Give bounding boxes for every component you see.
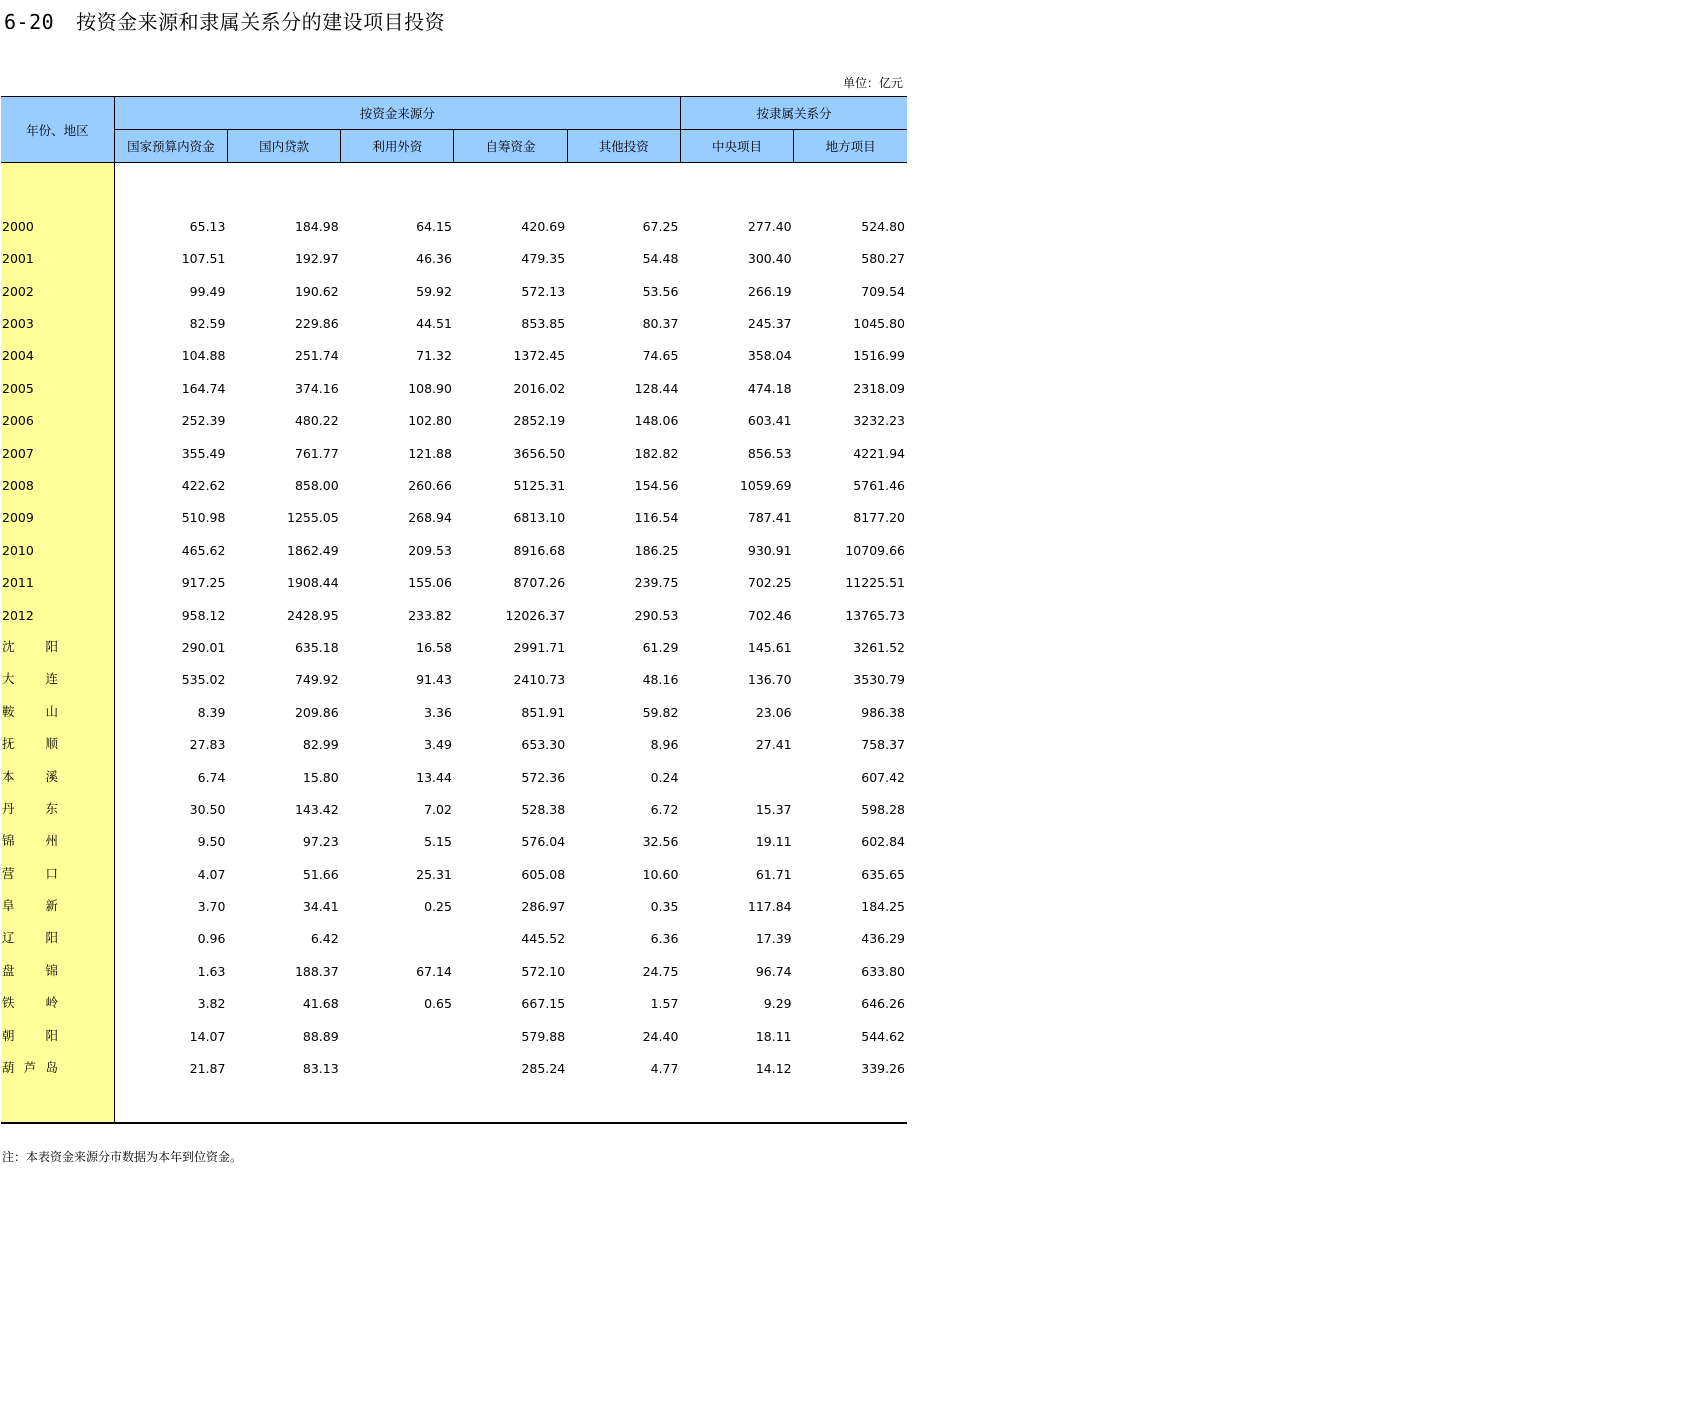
value-cell: 2991.71	[513, 639, 566, 655]
value-cell: 535.02	[181, 672, 226, 688]
value-cell: 188.37	[294, 963, 339, 979]
group-header-affiliation: 按隶属关系分	[680, 97, 907, 130]
row-label-text: 沈阳	[2, 638, 58, 654]
value-cell: 6.42	[310, 931, 339, 947]
value-cell: 145.61	[747, 639, 792, 655]
table-row	[1, 304, 907, 336]
label-cell	[1, 163, 114, 207]
empty-cell	[227, 1081, 340, 1123]
row-label	[1, 692, 114, 724]
value-cell: 858.00	[294, 478, 339, 494]
row-label	[1, 951, 114, 983]
column-header: 地方项目	[794, 130, 907, 163]
table-row	[1, 790, 907, 822]
value-cell: 6.72	[650, 801, 679, 817]
value-cell: 851.91	[521, 704, 566, 720]
column-header: 其他投资	[567, 130, 680, 163]
value-cell: 5125.31	[513, 478, 566, 494]
table-row	[1, 530, 907, 562]
row-label-text: 营口	[2, 865, 58, 881]
value-cell: 0.24	[650, 769, 679, 785]
value-cell: 96.74	[755, 963, 792, 979]
value-cell: 82.59	[189, 316, 226, 332]
table-row	[1, 660, 907, 692]
row-label	[1, 887, 114, 919]
value-cell: 192.97	[294, 251, 339, 267]
value-cell: 420.69	[521, 218, 566, 234]
row-label-text: 朝阳	[2, 1027, 58, 1043]
column-header: 利用外资	[341, 130, 454, 163]
footnote: 注：本表资金来源分市数据为本年到位资金。	[2, 1150, 243, 1164]
row-label-text: 葫芦岛	[2, 1060, 58, 1076]
row-header: 年份、地区	[1, 97, 114, 163]
value-cell: 148.06	[634, 413, 679, 429]
value-cell: 99.49	[189, 283, 226, 299]
row-label-text: 2007	[2, 445, 34, 461]
value-cell: 2428.95	[287, 607, 339, 623]
value-cell: 128.44	[634, 380, 679, 396]
table-row	[1, 498, 907, 530]
value-cell: 59.92	[416, 283, 452, 299]
value-cell: 67.25	[642, 218, 679, 234]
table-row	[1, 757, 907, 789]
value-cell: 285.24	[521, 1061, 566, 1077]
value-cell: 190.62	[294, 283, 339, 299]
value-cell: 104.88	[181, 348, 226, 364]
value-cell: 510.98	[181, 510, 226, 526]
value-cell: 266.19	[747, 283, 792, 299]
value-cell: 2016.02	[513, 380, 566, 396]
value-cell: 3656.50	[513, 445, 566, 461]
value-cell: 252.39	[181, 413, 226, 429]
table-row	[1, 854, 907, 886]
value-cell: 3.36	[424, 704, 452, 720]
value-cell: 61.71	[755, 866, 792, 882]
value-cell: 605.08	[521, 866, 566, 882]
value-cell: 164.74	[181, 380, 226, 396]
row-label	[1, 984, 114, 1016]
value-cell: 0.96	[197, 931, 226, 947]
empty-cell	[341, 1081, 454, 1123]
value-cell: 436.29	[861, 931, 905, 947]
value-cell: 41.68	[302, 996, 339, 1012]
table-row	[1, 887, 907, 919]
value-cell: 27.41	[755, 737, 792, 753]
value-cell: 34.41	[302, 899, 339, 915]
value-cell: 1059.69	[739, 478, 792, 494]
row-label-text: 铁岭	[2, 995, 58, 1011]
value-cell: 12026.37	[505, 607, 566, 623]
value-cell: 245.37	[747, 316, 792, 332]
value-cell: 2852.19	[513, 413, 566, 429]
value-cell: 579.88	[521, 1028, 566, 1044]
empty-cell	[680, 1081, 793, 1123]
data-sheet	[1, 96, 907, 1124]
value-cell: 8916.68	[513, 542, 566, 558]
spacer-row	[1, 163, 907, 207]
value-cell: 576.04	[521, 834, 566, 850]
value-cell: 524.80	[861, 218, 905, 234]
value-cell: 10.60	[642, 866, 679, 882]
column-header: 国家预算内资金	[114, 130, 227, 163]
row-label-text: 2012	[2, 607, 34, 623]
row-label-text: 2003	[2, 316, 34, 332]
row-label	[1, 1016, 114, 1048]
value-cell: 1255.05	[287, 510, 339, 526]
value-cell: 602.84	[861, 834, 905, 850]
value-cell: 17.39	[755, 931, 792, 947]
value-cell: 91.43	[416, 672, 452, 688]
row-label	[1, 822, 114, 854]
value-cell: 209.86	[294, 704, 339, 720]
value-cell: 853.85	[521, 316, 566, 332]
table-row	[1, 628, 907, 660]
value-cell: 572.36	[521, 769, 566, 785]
value-cell: 474.18	[747, 380, 792, 396]
value-cell: 290.53	[634, 607, 679, 623]
value-cell: 572.10	[521, 963, 566, 979]
value-cell: 229.86	[294, 316, 339, 332]
value-cell: 1862.49	[287, 542, 339, 558]
value-cell	[341, 919, 454, 951]
value-cell: 51.66	[302, 866, 339, 882]
value-cell: 5761.46	[853, 478, 905, 494]
value-cell: 6813.10	[513, 510, 566, 526]
row-label-text: 2009	[2, 510, 34, 526]
value-cell: 1372.45	[513, 348, 566, 364]
value-cell: 339.26	[861, 1061, 905, 1077]
row-label-text: 2008	[2, 478, 34, 494]
value-cell: 667.15	[521, 996, 566, 1012]
row-label	[1, 466, 114, 498]
empty-cell	[454, 1081, 567, 1123]
row-label-text: 2011	[2, 575, 34, 591]
value-cell: 121.88	[408, 445, 452, 461]
value-cell: 233.82	[408, 607, 452, 623]
row-label-text: 2000	[2, 218, 34, 234]
value-cell: 856.53	[747, 445, 792, 461]
row-label-text: 2005	[2, 380, 34, 396]
row-label	[1, 725, 114, 757]
row-label	[1, 336, 114, 368]
row-label	[1, 854, 114, 886]
value-cell: 787.41	[747, 510, 792, 526]
table-row	[1, 692, 907, 724]
row-label	[1, 368, 114, 400]
value-cell: 8707.26	[513, 575, 566, 591]
value-cell: 0.25	[424, 899, 452, 915]
value-cell: 0.35	[650, 899, 679, 915]
value-cell: 544.62	[861, 1028, 905, 1044]
row-label-text: 抚顺	[2, 736, 58, 752]
value-cell: 16.58	[416, 639, 452, 655]
row-label-text: 本溪	[2, 768, 58, 784]
row-label-text: 辽阳	[2, 930, 58, 946]
page-title	[4, 6, 445, 35]
value-cell: 88.89	[302, 1028, 339, 1044]
value-cell: 3261.52	[853, 639, 905, 655]
value-cell: 82.99	[302, 737, 339, 753]
value-cell: 11225.51	[845, 575, 905, 591]
table-title: 按资金来源和隶属关系分的建设项目投资	[76, 10, 446, 34]
value-cell: 44.51	[416, 316, 452, 332]
table-row	[1, 1016, 907, 1048]
row-label	[1, 271, 114, 303]
value-cell: 633.80	[861, 963, 905, 979]
value-cell: 18.11	[755, 1028, 792, 1044]
value-cell: 25.31	[416, 866, 452, 882]
value-cell: 13.44	[416, 769, 452, 785]
value-cell: 3.70	[197, 899, 226, 915]
row-label-text: 锦州	[2, 833, 58, 849]
value-cell: 4221.94	[853, 445, 905, 461]
value-cell: 65.13	[189, 218, 226, 234]
row-label-text: 丹东	[2, 800, 58, 816]
value-cell: 6.74	[197, 769, 226, 785]
row-label-text: 2006	[2, 413, 34, 429]
label-cell	[1, 1081, 114, 1123]
value-cell: 286.97	[521, 899, 566, 915]
value-cell: 2410.73	[513, 672, 566, 688]
row-label-text: 2010	[2, 542, 34, 558]
value-cell: 74.65	[642, 348, 679, 364]
value-cell: 260.66	[408, 478, 452, 494]
value-cell: 8.96	[650, 737, 679, 753]
value-cell: 4.77	[650, 1061, 679, 1077]
value-cell: 300.40	[747, 251, 792, 267]
value-cell: 646.26	[861, 996, 905, 1012]
table-row	[1, 271, 907, 303]
value-cell: 3232.23	[853, 413, 905, 429]
row-label	[1, 239, 114, 271]
table-row	[1, 401, 907, 433]
row-label-text: 鞍山	[2, 703, 58, 719]
value-cell: 374.16	[294, 380, 339, 396]
value-cell: 186.25	[634, 542, 679, 558]
value-cell: 572.13	[521, 283, 566, 299]
value-cell: 3.49	[424, 737, 452, 753]
value-cell: 13765.73	[845, 607, 905, 623]
value-cell: 155.06	[408, 575, 452, 591]
value-cell: 83.13	[302, 1061, 339, 1077]
empty-cell	[567, 1081, 680, 1123]
value-cell: 59.82	[642, 704, 679, 720]
table-row	[1, 207, 907, 239]
value-cell: 3530.79	[853, 672, 905, 688]
value-cell: 116.54	[634, 510, 679, 526]
value-cell: 702.25	[747, 575, 792, 591]
value-cell: 1045.80	[853, 316, 905, 332]
value-cell: 67.14	[416, 963, 452, 979]
value-cell: 1908.44	[287, 575, 339, 591]
value-cell: 23.06	[755, 704, 792, 720]
value-cell: 21.87	[189, 1061, 226, 1077]
table-row	[1, 368, 907, 400]
value-cell: 14.12	[755, 1061, 792, 1077]
column-header: 国内贷款	[227, 130, 340, 163]
value-cell: 598.28	[861, 801, 905, 817]
value-cell: 0.65	[424, 996, 452, 1012]
table-row	[1, 984, 907, 1016]
spacer-row	[1, 1081, 907, 1123]
value-cell: 30.50	[189, 801, 226, 817]
row-label	[1, 563, 114, 595]
value-cell: 761.77	[294, 445, 339, 461]
value-cell: 154.56	[634, 478, 679, 494]
value-cell: 184.25	[861, 899, 905, 915]
value-cell: 8.39	[197, 704, 226, 720]
value-cell: 422.62	[181, 478, 226, 494]
row-label-text: 2004	[2, 348, 34, 364]
row-label	[1, 595, 114, 627]
row-label-text: 2001	[2, 251, 34, 267]
value-cell: 54.48	[642, 251, 679, 267]
value-cell: 607.42	[861, 769, 905, 785]
value-cell: 251.74	[294, 348, 339, 364]
value-cell: 61.29	[642, 639, 679, 655]
value-cell: 143.42	[294, 801, 339, 817]
row-label-text: 大连	[2, 671, 58, 687]
table-code: 6-20	[4, 10, 55, 34]
value-cell: 1.63	[197, 963, 226, 979]
value-cell: 1516.99	[853, 348, 905, 364]
row-label	[1, 1049, 114, 1081]
value-cell	[341, 1049, 454, 1081]
row-label	[1, 304, 114, 336]
value-cell: 239.75	[634, 575, 679, 591]
empty-cell	[114, 1081, 227, 1123]
value-cell: 480.22	[294, 413, 339, 429]
value-cell: 184.98	[294, 218, 339, 234]
value-cell: 917.25	[181, 575, 226, 591]
value-cell: 9.50	[197, 834, 226, 850]
value-cell: 528.38	[521, 801, 566, 817]
value-cell: 758.37	[861, 737, 905, 753]
row-label	[1, 498, 114, 530]
value-cell: 32.56	[642, 834, 679, 850]
value-cell: 930.91	[747, 542, 792, 558]
value-cell: 107.51	[181, 251, 226, 267]
value-cell: 209.53	[408, 542, 452, 558]
table-row	[1, 919, 907, 951]
value-cell: 136.70	[747, 672, 792, 688]
value-cell: 14.07	[189, 1028, 226, 1044]
group-header-funding-source: 按资金来源分	[114, 97, 680, 130]
value-cell: 635.65	[861, 866, 905, 882]
value-cell: 64.15	[416, 218, 452, 234]
value-cell: 479.35	[521, 251, 566, 267]
value-cell: 182.82	[634, 445, 679, 461]
value-cell: 24.75	[642, 963, 679, 979]
value-cell: 15.37	[755, 801, 792, 817]
value-cell: 7.02	[424, 801, 452, 817]
unit-label: 单位：亿元	[842, 76, 903, 90]
value-cell: 958.12	[181, 607, 226, 623]
row-label-text: 盘锦	[2, 962, 58, 978]
value-cell: 117.84	[747, 899, 792, 915]
value-cell: 2318.09	[853, 380, 905, 396]
value-cell: 108.90	[408, 380, 452, 396]
value-cell: 986.38	[861, 704, 905, 720]
table-row	[1, 466, 907, 498]
value-cell: 8177.20	[853, 510, 905, 526]
value-cell: 709.54	[861, 283, 905, 299]
data-table	[1, 96, 907, 1124]
row-label	[1, 919, 114, 951]
value-cell: 71.32	[416, 348, 452, 364]
value-cell: 6.36	[650, 931, 679, 947]
row-label	[1, 790, 114, 822]
table-row	[1, 563, 907, 595]
value-cell: 268.94	[408, 510, 452, 526]
table-row	[1, 239, 907, 271]
row-label-text: 2002	[2, 283, 34, 299]
row-label	[1, 433, 114, 465]
value-cell: 702.46	[747, 607, 792, 623]
value-cell: 290.01	[181, 639, 226, 655]
value-cell: 97.23	[302, 834, 339, 850]
table-body	[1, 163, 907, 1124]
value-cell: 5.15	[424, 834, 452, 850]
value-cell: 4.07	[197, 866, 226, 882]
empty-cell	[794, 1081, 907, 1123]
value-cell: 102.80	[408, 413, 452, 429]
value-cell: 10709.66	[845, 542, 905, 558]
value-cell: 465.62	[181, 542, 226, 558]
value-cell: 24.40	[642, 1028, 679, 1044]
value-cell: 603.41	[747, 413, 792, 429]
table-row	[1, 433, 907, 465]
row-label	[1, 628, 114, 660]
value-cell: 9.29	[763, 996, 792, 1012]
value-cell: 277.40	[747, 218, 792, 234]
value-cell	[680, 757, 793, 789]
value-cell	[341, 1016, 454, 1048]
value-cell: 27.83	[189, 737, 226, 753]
table-row	[1, 725, 907, 757]
row-label	[1, 207, 114, 239]
value-cell: 635.18	[294, 639, 339, 655]
table-row	[1, 336, 907, 368]
value-cell: 1.57	[650, 996, 679, 1012]
value-cell: 358.04	[747, 348, 792, 364]
table-row	[1, 1049, 907, 1081]
table-row	[1, 595, 907, 627]
row-label	[1, 757, 114, 789]
row-label-text: 阜新	[2, 898, 58, 914]
value-cell: 653.30	[521, 737, 566, 753]
value-cell: 355.49	[181, 445, 226, 461]
value-cell: 53.56	[642, 283, 679, 299]
value-cell: 48.16	[642, 672, 679, 688]
column-header: 自筹资金	[454, 130, 567, 163]
column-header: 中央项目	[680, 130, 793, 163]
value-cell: 80.37	[642, 316, 679, 332]
row-label	[1, 660, 114, 692]
value-cell: 445.52	[521, 931, 566, 947]
value-cell: 19.11	[755, 834, 792, 850]
value-cell: 3.82	[197, 996, 226, 1012]
row-label	[1, 401, 114, 433]
value-cell: 46.36	[416, 251, 452, 267]
row-label	[1, 530, 114, 562]
value-cell: 749.92	[294, 672, 339, 688]
table-row	[1, 951, 907, 983]
value-cell: 580.27	[861, 251, 905, 267]
value-cell: 15.80	[302, 769, 339, 785]
table-row	[1, 822, 907, 854]
